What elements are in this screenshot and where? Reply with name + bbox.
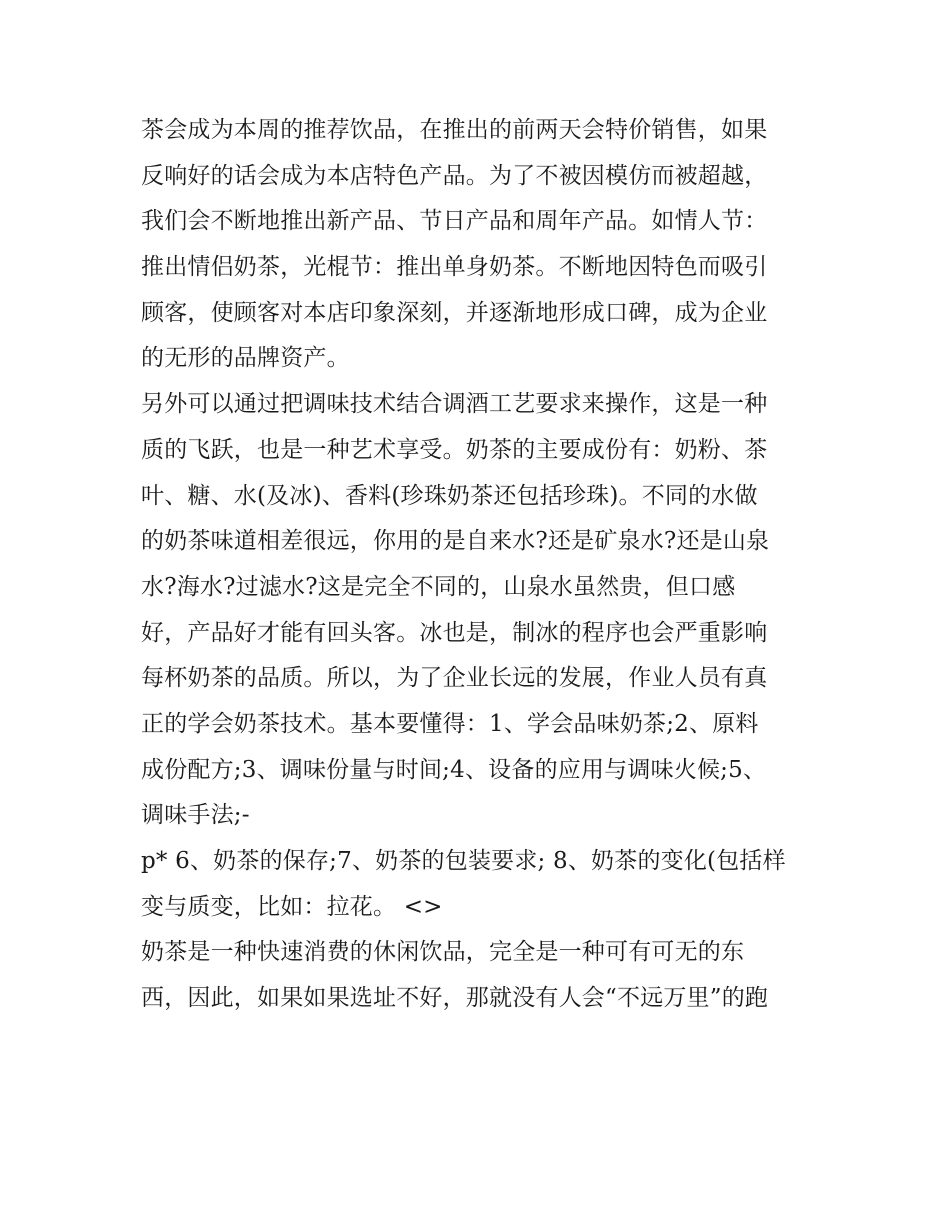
text-line-16: 调味手法;- bbox=[141, 802, 250, 829]
text-line-15: 成份配方;3、调味份量与时间;4、设备的应用与调味火候;5、 bbox=[141, 756, 767, 783]
text-line-5: 顾客，使顾客对本店印象深刻，并逐渐地形成口碑，成为企业 bbox=[141, 299, 768, 326]
text-line-8: 质的飞跃，也是一种艺术享受。奶茶的主要成份有：奶粉、茶 bbox=[141, 436, 768, 463]
text-line-3: 我们会不断地推出新产品、节日产品和周年产品。如情人节： bbox=[141, 208, 768, 235]
text-line-19: 奶茶是一种快速消费的休闲饮品，完全是一种可有可无的东 bbox=[141, 939, 745, 966]
text-line-11: 水?海水?过滤水?这是完全不同的，山泉水虽然贵，但口感 bbox=[141, 573, 736, 600]
body-text bbox=[141, 108, 821, 1022]
text-line-9: 叶、糖、水(及冰)、香料(珍珠奶茶还包括珍珠)。不同的水做 bbox=[141, 482, 758, 509]
text-line-4: 推出情侣奶茶，光棍节：推出单身奶茶。不断地因特色而吸引 bbox=[141, 254, 768, 281]
text-line-10: 的奶茶味道相差很远，你用的是自来水?还是矿泉水?还是山泉 bbox=[141, 528, 770, 555]
text-line-1: 茶会成为本周的推荐饮品，在推出的前两天会特价销售，如果 bbox=[141, 117, 768, 143]
text-line-6: 的无形的品牌资产。 bbox=[141, 345, 350, 372]
text-line-7: 另外可以通过把调味技术结合调酒工艺要求来操作，这是一种 bbox=[141, 391, 768, 418]
text-line-17: p* 6、奶茶的保存;7、奶茶的包装要求; 8、奶茶的变化(包括样 bbox=[141, 848, 786, 874]
text-line-14: 正的学会奶茶技术。基本要懂得：1、学会品味奶茶;2、原料 bbox=[141, 710, 759, 737]
text-line-12: 好，产品好才能有回头客。冰也是，制冰的程序也会严重影响 bbox=[141, 619, 768, 646]
text-line-20: 西，因此，如果如果选址不好，那就没有人会“不远万里”的跑 bbox=[141, 985, 769, 1012]
text-line-18: 变与质变，比如：拉花。 <> bbox=[141, 893, 443, 920]
text-line-2: 反响好的话会成为本店特色产品。为了不被因模仿而被超越， bbox=[141, 162, 768, 189]
text-line-13: 每杯奶茶的品质。所以，为了企业长远的发展，作业人员有真 bbox=[141, 665, 768, 692]
